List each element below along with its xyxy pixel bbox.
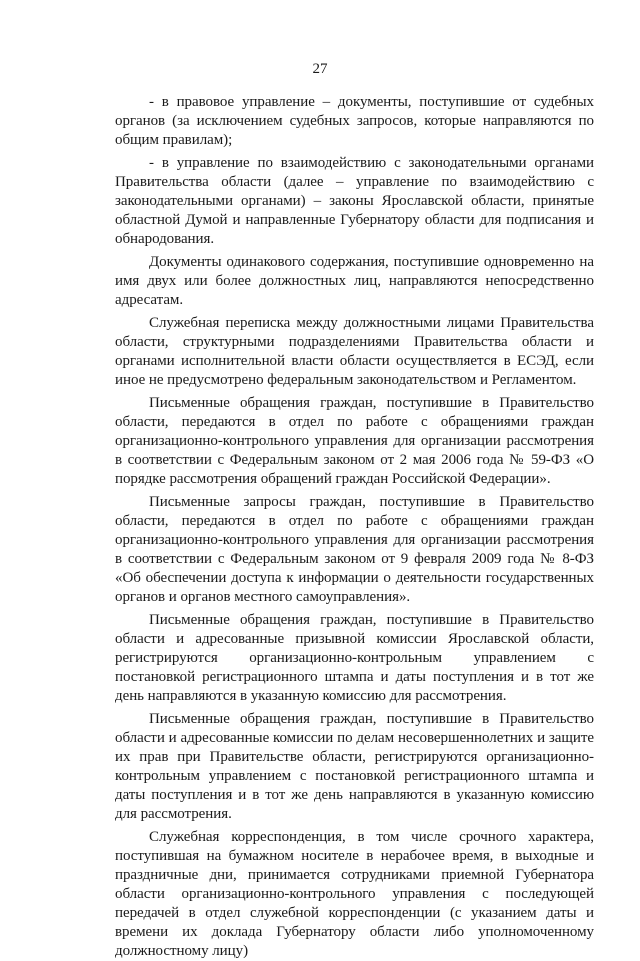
- paragraph-minors-commission: Письменные обращения граждан, поступившие в Правительство области и адресованные комиссии по делам несовершеннолетних и защите их прав при Правительстве области, регистрируются организационно-контрольным управлением с постановкой регистрационного штампа и даты поступления и в тот же день направляются в указанную комиссию для рассмотрения.: [115, 711, 594, 822]
- paragraph-legal-department: - в правовое управление – документы, поступившие от судебных органов (за исключением судебных запросов, которые направляются по общим правилам);: [115, 94, 594, 148]
- paragraph-official-correspondence: Служебная переписка между должностными лицами Правительства области, структурными подразделениями Правительства области и органами исполнительной власти области осуществляется в ЕСЭД, если иное не предусмотрено федеральным законодательством и Регламентом.: [115, 315, 594, 388]
- paragraph-draft-commission: Письменные обращения граждан, поступившие в Правительство области и адресованные призывной комиссии Ярославской области, регистрируются организационно-контрольным управлением с постановкой регистрационного штампа и даты поступления и в тот же день направляются в указанную комиссию для рассмотрения.: [115, 612, 594, 704]
- paragraph-after-hours-correspondence: Служебная корреспонденция, в том числе срочного характера, поступившая на бумажном носителе в нерабочее время, в выходные и праздничные дни, принимается сотрудниками приемной Губернатора области организационно-контрольного управления с последующей передачей в отдел служебной корреспонденции (с указанием даты и времени их доклада Губернатору области либо уполномоченному должностному лицу): [115, 829, 594, 959]
- paragraph-identical-documents: Документы одинакового содержания, поступившие одновременно на имя двух или более должностных лиц, направляются непосредственно адресатам.: [115, 254, 594, 308]
- paragraph-citizen-requests: Письменные запросы граждан, поступившие в Правительство области, передаются в отдел по работе с обращениями граждан организационно-контрольного управления для организации рассмотрения в соответствии с Федеральным законом от 9 февраля 2009 года № 8-ФЗ «Об обеспечении доступа к информации о деятельности государственных органов и органов местного самоуправления».: [115, 494, 594, 605]
- paragraph-legislative-department: - в управление по взаимодействию с законодательными органами Правительства области (далее – управление по взаимодействию с законодательными органами) – законы Ярославской области, принятые областной Думой и направленные Губернатору области для подписания и обнародования.: [115, 155, 594, 247]
- paragraph-citizen-appeals: Письменные обращения граждан, поступившие в Правительство области, передаются в отдел по работе с обращениями граждан организационно-контрольного управления для организации рассмотрения в соответствии с Федеральным законом от 2 мая 2006 года № 59-ФЗ «О порядке рассмотрения обращений граждан Российской Федерации».: [115, 395, 594, 487]
- page-number: 27: [312, 61, 328, 77]
- document-body: [115, 93, 594, 961]
